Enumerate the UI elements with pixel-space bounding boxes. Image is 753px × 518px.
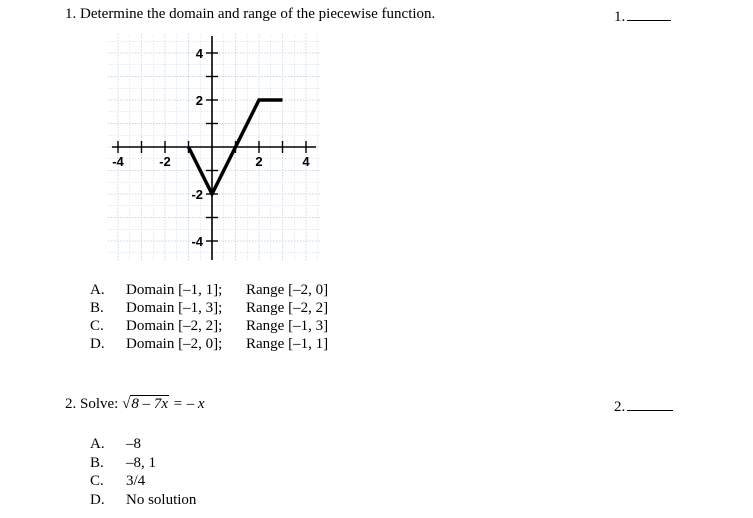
y-tick-label: 4 [195, 46, 203, 61]
option-2c-letter[interactable]: C. [90, 473, 104, 489]
option-1d-domain[interactable]: Domain [–2, 0]; [126, 336, 223, 352]
question-2-answer-label: 2. [614, 399, 626, 415]
answer-line [627, 6, 671, 21]
graph-grid [108, 34, 320, 262]
graph-axes [112, 36, 316, 260]
option-1b-domain[interactable]: Domain [–1, 3]; [126, 300, 223, 316]
option-1a-domain[interactable]: Domain [–1, 1]; [126, 282, 223, 298]
y-tick-label: -4 [191, 234, 203, 249]
x-tick-label: 4 [302, 154, 310, 169]
option-1d-range[interactable]: Range [–1, 1] [246, 336, 329, 352]
option-2b-text[interactable]: –8, 1 [126, 455, 156, 471]
question-1-prompt: 1. Determine the domain and range of the piecewise function. [65, 6, 436, 22]
question-1-answer-blank[interactable] [614, 6, 671, 26]
question-2-rhs: = – x [169, 396, 205, 412]
question-1-answer-label: 1. [614, 9, 626, 25]
answer-line [627, 396, 673, 411]
radicand: 8 – 7x [131, 396, 168, 412]
question-2-prefix: 2. Solve: [65, 396, 123, 412]
x-tick-label: -2 [159, 154, 171, 169]
option-2d-text[interactable]: No solution [126, 492, 197, 508]
x-tick-label: -4 [112, 154, 124, 169]
option-1a-letter[interactable]: A. [90, 282, 105, 298]
question-2-answer-blank[interactable] [614, 396, 673, 416]
option-1d-letter[interactable]: D. [90, 336, 105, 352]
option-2a-text[interactable]: –8 [126, 436, 141, 452]
option-2b-letter[interactable]: B. [90, 455, 104, 471]
option-2a-letter[interactable]: A. [90, 436, 105, 452]
option-2d-letter[interactable]: D. [90, 492, 105, 508]
option-1c-range[interactable]: Range [–1, 3] [246, 318, 329, 334]
radical-sign-icon: √ [122, 396, 131, 412]
piecewise-graph [108, 34, 320, 262]
option-1b-range[interactable]: Range [–2, 2] [246, 300, 329, 316]
question-2-prompt [65, 396, 205, 413]
option-1a-range[interactable]: Range [–2, 0] [246, 282, 329, 298]
y-tick-label: 2 [195, 93, 203, 108]
square-root-expression [122, 396, 169, 413]
y-tick-label: -2 [191, 187, 203, 202]
option-2c-text[interactable]: 3/4 [126, 473, 146, 489]
option-1c-domain[interactable]: Domain [–2, 2]; [126, 318, 223, 334]
option-1c-letter[interactable]: C. [90, 318, 104, 334]
option-1b-letter[interactable]: B. [90, 300, 104, 316]
x-tick-label: 2 [255, 154, 263, 169]
